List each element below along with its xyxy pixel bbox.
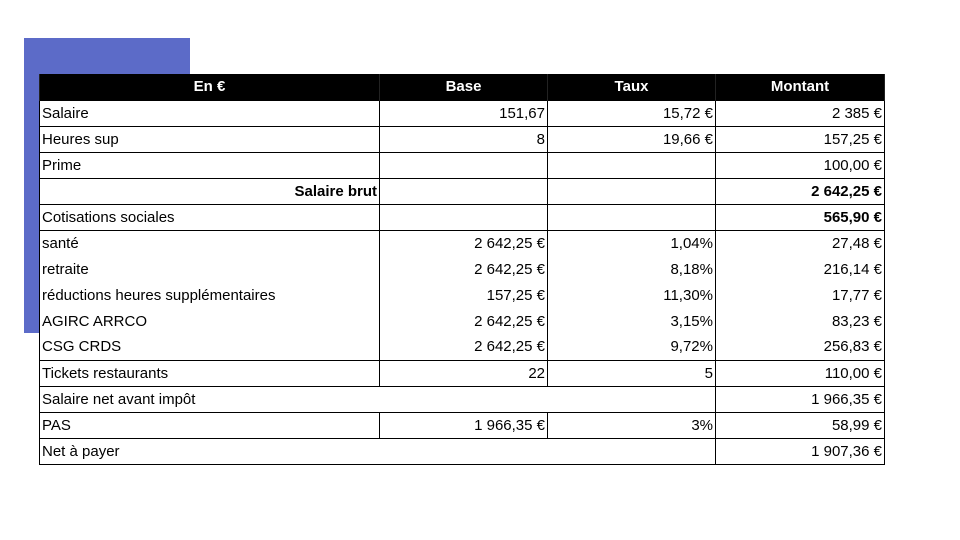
row-label: AGIRC ARRCO (40, 308, 380, 334)
row-taux: 9,72% (548, 334, 716, 360)
row-montant: 565,90 € (716, 204, 885, 230)
row-base-empty (380, 204, 548, 230)
table-row-pas (40, 412, 885, 438)
row-base-empty (380, 178, 548, 204)
row-label: Salaire brut (40, 178, 380, 204)
row-label: CSG CRDS (40, 334, 380, 360)
row-label: Tickets restaurants (40, 360, 380, 386)
header-montant: Montant (716, 74, 885, 100)
table-row-cotisations (40, 204, 885, 230)
table-row-sante (40, 230, 885, 256)
table-row-prime (40, 152, 885, 178)
row-taux: 3% (548, 412, 716, 438)
table-row-net-a-payer (40, 438, 885, 464)
header-taux: Taux (548, 74, 716, 100)
table-row-salaire-brut (40, 178, 885, 204)
row-base-empty (380, 152, 548, 178)
row-taux: 19,66 € (548, 126, 716, 152)
row-base: 2 642,25 € (380, 334, 548, 360)
row-label: santé (40, 230, 380, 256)
row-label: Prime (40, 152, 380, 178)
row-taux: 11,30% (548, 282, 716, 308)
row-montant: 100,00 € (716, 152, 885, 178)
row-taux-empty (548, 152, 716, 178)
row-base: 157,25 € (380, 282, 548, 308)
row-base: 22 (380, 360, 548, 386)
row-base: 1 966,35 € (380, 412, 548, 438)
table-row-heures-sup (40, 126, 885, 152)
row-taux: 5 (548, 360, 716, 386)
row-label: retraite (40, 256, 380, 282)
row-taux: 1,04% (548, 230, 716, 256)
row-label: réductions heures supplémentaires (40, 282, 380, 308)
row-base: 2 642,25 € (380, 256, 548, 282)
table-row-salaire (40, 100, 885, 126)
row-montant: 83,23 € (716, 308, 885, 334)
row-label: Cotisations sociales (40, 204, 380, 230)
row-taux-empty (548, 204, 716, 230)
row-taux: 3,15% (548, 308, 716, 334)
row-montant: 17,77 € (716, 282, 885, 308)
header-base: Base (380, 74, 548, 100)
row-label: Heures sup (40, 126, 380, 152)
row-montant: 27,48 € (716, 230, 885, 256)
row-taux: 15,72 € (548, 100, 716, 126)
row-base: 8 (380, 126, 548, 152)
table-row-tickets (40, 360, 885, 386)
row-base: 2 642,25 € (380, 230, 548, 256)
row-montant: 256,83 € (716, 334, 885, 360)
header-label: En € (40, 74, 380, 100)
row-base: 151,67 (380, 100, 548, 126)
row-montant: 58,99 € (716, 412, 885, 438)
row-montant: 216,14 € (716, 256, 885, 282)
table-row-retraite (40, 256, 885, 282)
table-row-agirc (40, 308, 885, 334)
row-montant: 1 966,35 € (716, 386, 885, 412)
row-montant: 157,25 € (716, 126, 885, 152)
row-taux: 8,18% (548, 256, 716, 282)
row-montant: 1 907,36 € (716, 438, 885, 464)
row-label: Salaire net avant impôt (40, 386, 716, 412)
row-montant: 2 385 € (716, 100, 885, 126)
row-label: Salaire (40, 100, 380, 126)
row-montant: 2 642,25 € (716, 178, 885, 204)
row-label: PAS (40, 412, 380, 438)
table-row-csg (40, 334, 885, 360)
table-row-net-avant-impot (40, 386, 885, 412)
payslip-table (39, 74, 885, 465)
row-label: Net à payer (40, 438, 716, 464)
table-header-row (40, 74, 885, 100)
row-base: 2 642,25 € (380, 308, 548, 334)
row-taux-empty (548, 178, 716, 204)
row-montant: 110,00 € (716, 360, 885, 386)
table-row-reductions (40, 282, 885, 308)
